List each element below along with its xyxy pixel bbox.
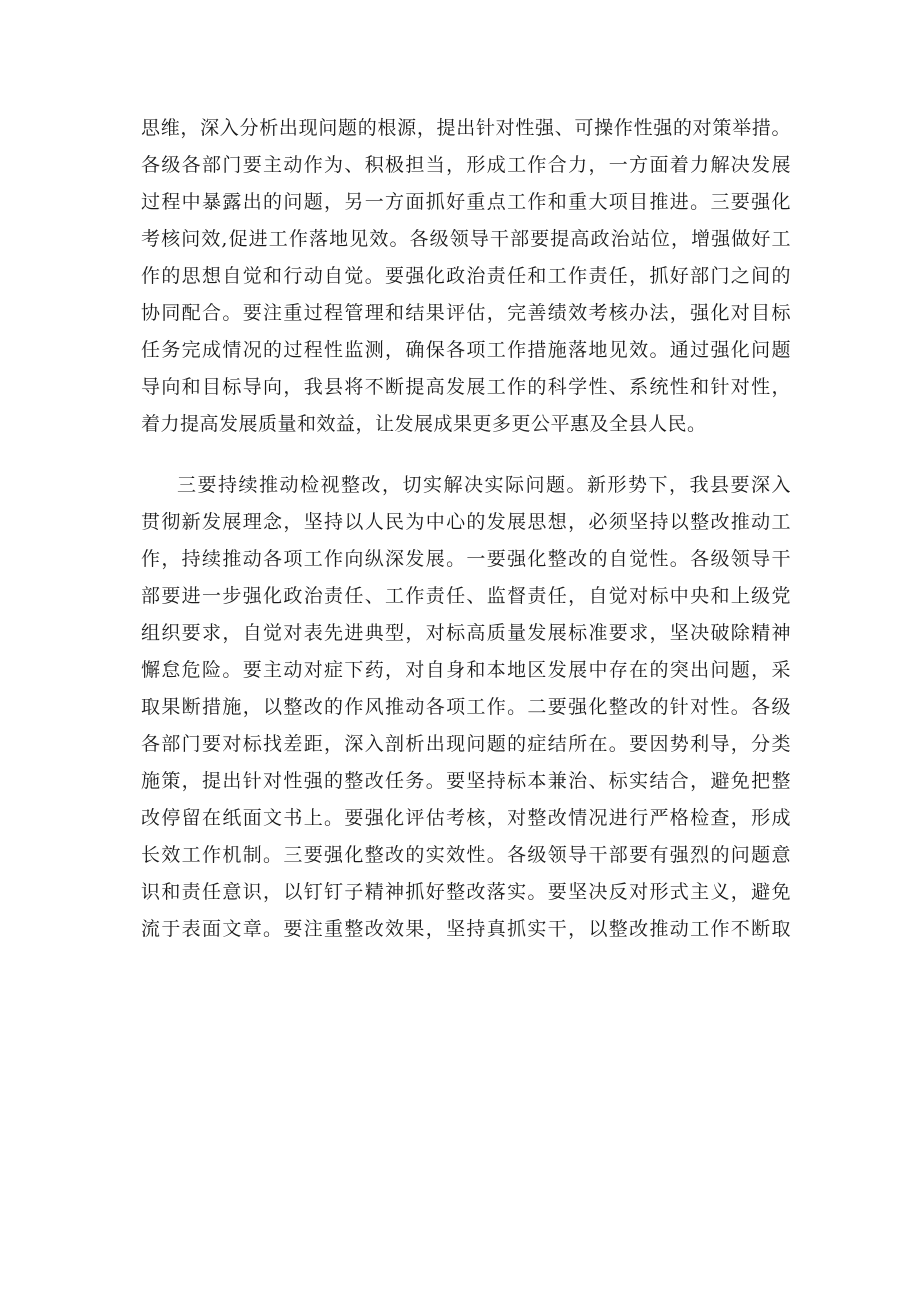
text-line: 作的思想自觉和行动自觉。要强化政治责任和工作责任，抓好部门之间的 — [141, 265, 791, 287]
text-line: 施策，提出针对性强的整改任务。要坚持标本兼治、标实结合，避免把整 — [141, 770, 791, 792]
text-line: 长效工作机制。三要强化整改的实效性。各级领导干部要有强烈的问题意 — [141, 844, 791, 866]
text-line: 导向和目标导向，我县将不断提高发展工作的科学性、系统性和针对性， — [141, 376, 791, 398]
text-line: 任务完成情况的过程性监测，确保各项工作措施落地见效。通过强化问题 — [141, 339, 791, 361]
text-line: 各部门要对标找差距，深入剖析出现问题的症结所在。要因势利导，分类 — [141, 733, 791, 755]
text-line: 改停留在纸面文书上。要强化评估考核，对整改情况进行严格检查，形成 — [141, 807, 791, 829]
paragraph-2 — [141, 467, 791, 948]
text-line: 考核问效,促进工作落地见效。各级领导干部要提高政治站位，增强做好工 — [141, 228, 791, 250]
text-line: 协同配合。要注重过程管理和结果评估，完善绩效考核办法，强化对目标 — [141, 302, 791, 324]
text-line: 识和责任意识，以钉钉子精神抓好整改落实。要坚决反对形式主义，避免 — [141, 881, 791, 903]
text-line: 流于表面文章。要注重整改效果，坚持真抓实干，以整改推动工作不断取 — [141, 918, 791, 940]
text-line: 懈怠危险。要主动对症下药，对自身和本地区发展中存在的突出问题，采 — [141, 659, 791, 681]
text-line: 组织要求，自觉对表先进典型，对标高质量发展标准要求，坚决破除精神 — [141, 622, 791, 644]
text-line: 贯彻新发展理念，坚持以人民为中心的发展思想，必须坚持以整改推动工 — [141, 511, 791, 533]
text-line: 部要进一步强化政治责任、工作责任、监督责任，自觉对标中央和上级党 — [141, 585, 791, 607]
text-line: 取果断措施，以整改的作风推动各项工作。二要强化整改的针对性。各级 — [141, 696, 791, 718]
text-line: 过程中暴露出的问题，另一方面抓好重点工作和重大项目推进。三要强化 — [141, 191, 791, 213]
paragraph-1 — [141, 110, 791, 443]
text-line: 作，持续推动各项工作向纵深发展。一要强化整改的自觉性。各级领导干 — [141, 548, 791, 570]
text-line: 各级各部门要主动作为、积极担当，形成工作合力，一方面着力解决发展 — [141, 154, 791, 176]
text-line: 思维，深入分析出现问题的根源，提出针对性强、可操作性强的对策举措。 — [141, 117, 791, 139]
text-line: 三要持续推动检视整改，切实解决实际问题。新形势下，我县要深入 — [177, 474, 791, 496]
paragraph-spacer — [141, 443, 791, 467]
document-body — [141, 110, 791, 948]
text-line: 着力提高发展质量和效益，让发展成果更多更公平惠及全县人民。 — [141, 413, 707, 435]
